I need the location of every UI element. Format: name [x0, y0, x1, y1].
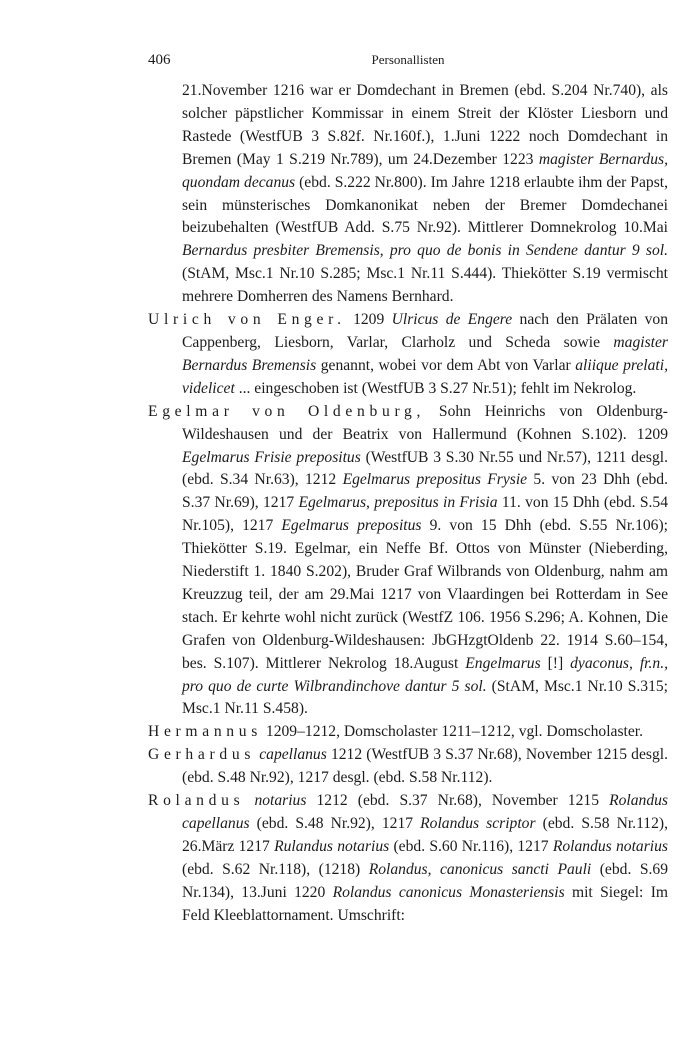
register-entry — [148, 309, 668, 401]
entry-text: 1209 — [345, 311, 392, 329]
person-name: Ulrich von Enger. — [148, 311, 346, 329]
register-entries — [148, 80, 668, 928]
entry-text: (ebd. S.62 Nr.118), (1218) — [182, 860, 369, 878]
latin-quotation: magister Bernardus Bremensis — [182, 333, 668, 374]
register-entry — [148, 744, 668, 790]
entry-text: (WestfUB 3 S.30 Nr.55 und Nr.57), 1211 desgl. (ebd. S.34 Nr.63), 1212 — [182, 448, 668, 489]
latin-quotation: Bernardus presbiter Bremensis, pro quo de bonis in Sendene dantur 9 sol. — [182, 242, 668, 260]
person-name: Hermannus — [148, 723, 263, 741]
latin-quotation: Egelmarus prepositus Frysie — [342, 471, 528, 489]
entry-text: (ebd. S.58 Nr.112), 26.März 1217 — [182, 815, 668, 855]
latin-quotation: Rolandus capellanus — [182, 792, 668, 832]
latin-quotation: Egelmarus Frisie prepositus — [182, 448, 361, 466]
page-header — [148, 52, 668, 76]
entry-text: 1212 (ebd. S.37 Nr.68), November 1215 — [306, 792, 610, 810]
latin-quotation: Egelmarus, prepositus in Frisia — [298, 494, 498, 512]
entry-text: 1209–1212, Domscholaster 1211–1212, vgl. Domscholaster. — [262, 723, 644, 741]
entry-text: mit Siegel: Im Feld Kleeblattornament. Umschrift: — [182, 883, 669, 924]
entry-text: [!] — [540, 654, 571, 672]
latin-quotation: Engelmarus — [465, 654, 541, 672]
person-name: Rolandus — [148, 792, 245, 810]
entry-text: genannt, wobei vor dem Abt von Varlar — [316, 356, 576, 374]
latin-quotation: Rulandus notarius — [274, 837, 390, 855]
entry-text: (StAM, Msc.1 Nr.10 S.285; Msc.1 Nr.11 S.444). Thiekötter S.19 vermischt mehrere Domherren des Namens Bernhard. — [182, 265, 668, 306]
entry-text: (ebd. S.60 Nr.116), 1217 — [389, 837, 553, 855]
register-entry — [148, 790, 668, 927]
person-name: Gerhardus — [148, 746, 256, 764]
entry-text: (ebd. S.222 Nr.800). Im Jahre 1218 erlaubte ihm der Papst, sein münsterisches Domkanonikat neben der Bremer Domdechanei beizubehalten (WestfUB Add. S.75 Nr.92). Mittlerer Domnekrolog 10.Mai — [182, 173, 668, 237]
latin-quotation: Rolandus canonicus Monasteriensis — [332, 883, 565, 901]
register-entry — [148, 401, 668, 722]
register-entry — [148, 721, 668, 744]
entry-text: Sohn Heinrichs von Oldenburg-Wildeshausen und der Beatrix von Hallermund (Kohnen S.102). 1209 — [182, 402, 668, 443]
latin-quotation: Egelmarus prepositus — [281, 517, 422, 535]
entry-text: 1212 (WestfUB 3 S.37 Nr.68), November 1215 desgl. (ebd. S.48 Nr.92), 1217 desgl. (ebd. S.58 Nr.112). — [182, 746, 668, 787]
latin-quotation: Rolandus, canonicus sancti Pauli — [368, 860, 592, 878]
entry-text: (ebd. S.48 Nr.92), 1217 — [249, 815, 421, 832]
entry-text — [244, 792, 254, 809]
latin-quotation: aliique prelati, videlicet — [182, 356, 668, 397]
running-title: Personallisten — [371, 52, 445, 67]
entry-text: 21.November 1216 war er Domdechant in Bremen (ebd. S.204 Nr.740), als solcher päpstlicher Kommissar in einem Streit der Klöster Liesborn und Rastede (WestfUB 3 S.82f. Nr.160f.), 1.Juni 1222 noch Domdechant in Bremen (May 1 S.219 Nr.789), um 24.Dezember 1223 — [182, 82, 668, 168]
page-number: 406 — [148, 52, 171, 68]
register-entry — [148, 80, 668, 309]
person-name: Egelmar von Oldenburg, — [148, 402, 426, 420]
entry-text: 5. von 23 Dhh (ebd. S.37 Nr.69), 1217 — [182, 471, 668, 512]
latin-quotation: notarius — [254, 792, 307, 810]
entry-text: 11. von 15 Dhh (ebd. S.54 Nr.105), 1217 — [182, 494, 668, 535]
entry-text: ... eingeschoben ist (WestfUB 3 S.27 Nr.51); fehlt im Nekrolog. — [234, 379, 637, 397]
latin-quotation: capellanus — [259, 746, 327, 764]
entry-text: (StAM, Msc.1 Nr.10 S.315; Msc.1 Nr.11 S.458). — [182, 677, 668, 718]
entry-text: 9. von 15 Dhh (ebd. S.55 Nr.106); Thiekötter S.19. Egelmar, ein Neffe Bf. Ottos von Münster (Nieberding, Niederstift 1. 1840 S.202), Bruder Graf Wilbrands von Oldenburg, nahm am Kreuzzug teil, der am 29.Mai 1217 von Vlaardingen bei Rotterdam in See stach. Er kehrte wohl nicht zurück (WestfZ 106. 1956 S.296; A. Kohnen, Die Grafen von Oldenburg-Wildeshausen: JbGHzgtOldenb 22. 1914 S.60–154, bes. S.107). Mittlerer Nekrolog 18.August — [182, 517, 668, 672]
latin-quotation: dyaconus, fr.n., pro quo de curte Wilbrandinchove dantur 5 sol. — [182, 654, 669, 695]
latin-quotation: Rolandus notarius — [552, 837, 668, 855]
latin-quotation: Rolandus scriptor — [420, 815, 536, 832]
entry-text: nach den Prälaten von Cappenberg, Liesborn, Varlar, Clarholz und Scheda sowie — [182, 311, 668, 351]
latin-quotation: Ulricus de Engere — [391, 311, 513, 329]
latin-quotation: magister Bernardus, quondam decanus — [182, 150, 668, 191]
entry-text: (ebd. S.69 Nr.134), 13.Juni 1220 — [182, 860, 668, 901]
